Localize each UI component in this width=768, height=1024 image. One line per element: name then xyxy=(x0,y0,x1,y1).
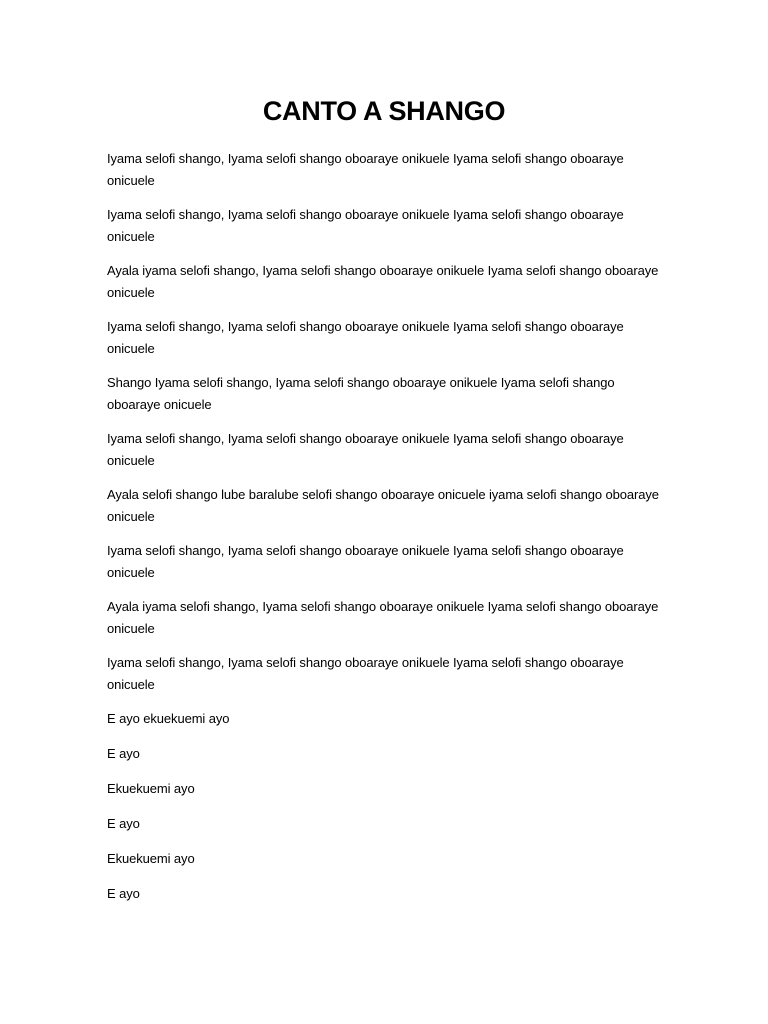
document-body xyxy=(107,148,663,918)
lyric-line: Ekuekuemi ayo xyxy=(107,781,195,796)
lyric-paragraph: Shango Iyama selofi shango, Iyama selofi shango oboaraye onikuele Iyama selofi shango oboaraye onicuele xyxy=(107,375,615,412)
lyric-paragraph: Iyama selofi shango, Iyama selofi shango oboaraye onikuele Iyama selofi shango oboaraye onicuele xyxy=(107,431,624,468)
lyric-line: E ayo xyxy=(107,816,140,831)
lyric-paragraph: Iyama selofi shango, Iyama selofi shango oboaraye onikuele Iyama selofi shango oboaraye onicuele xyxy=(107,319,624,356)
document-title: CANTO A SHANGO xyxy=(262,96,506,126)
lyric-paragraph: Ayala iyama selofi shango, Iyama selofi shango oboaraye onikuele Iyama selofi shango oboaraye onicuele xyxy=(107,599,659,636)
lyric-line: Ekuekuemi ayo xyxy=(107,851,195,866)
lyric-paragraph: Iyama selofi shango, Iyama selofi shango oboaraye onikuele Iyama selofi shango oboaraye onicuele xyxy=(107,151,624,188)
lyric-paragraph: Iyama selofi shango, Iyama selofi shango oboaraye onikuele Iyama selofi shango oboaraye onicuele xyxy=(107,207,624,244)
lyric-line: E ayo ekuekuemi ayo xyxy=(107,711,230,726)
lyric-paragraph: Ayala iyama selofi shango, Iyama selofi shango oboaraye onikuele Iyama selofi shango oboaraye onicuele xyxy=(107,263,659,300)
lyric-line: E ayo xyxy=(107,746,140,761)
lyric-paragraph: Ayala selofi shango lube baralube selofi shango oboaraye onicuele iyama selofi shango oboaraye onicuele xyxy=(107,487,659,524)
lyric-paragraph: Iyama selofi shango, Iyama selofi shango oboaraye onikuele Iyama selofi shango oboaraye onicuele xyxy=(107,543,624,580)
lyric-line: E ayo xyxy=(107,886,140,901)
lyric-paragraph: Iyama selofi shango, Iyama selofi shango oboaraye onikuele Iyama selofi shango oboaraye onicuele xyxy=(107,655,624,692)
